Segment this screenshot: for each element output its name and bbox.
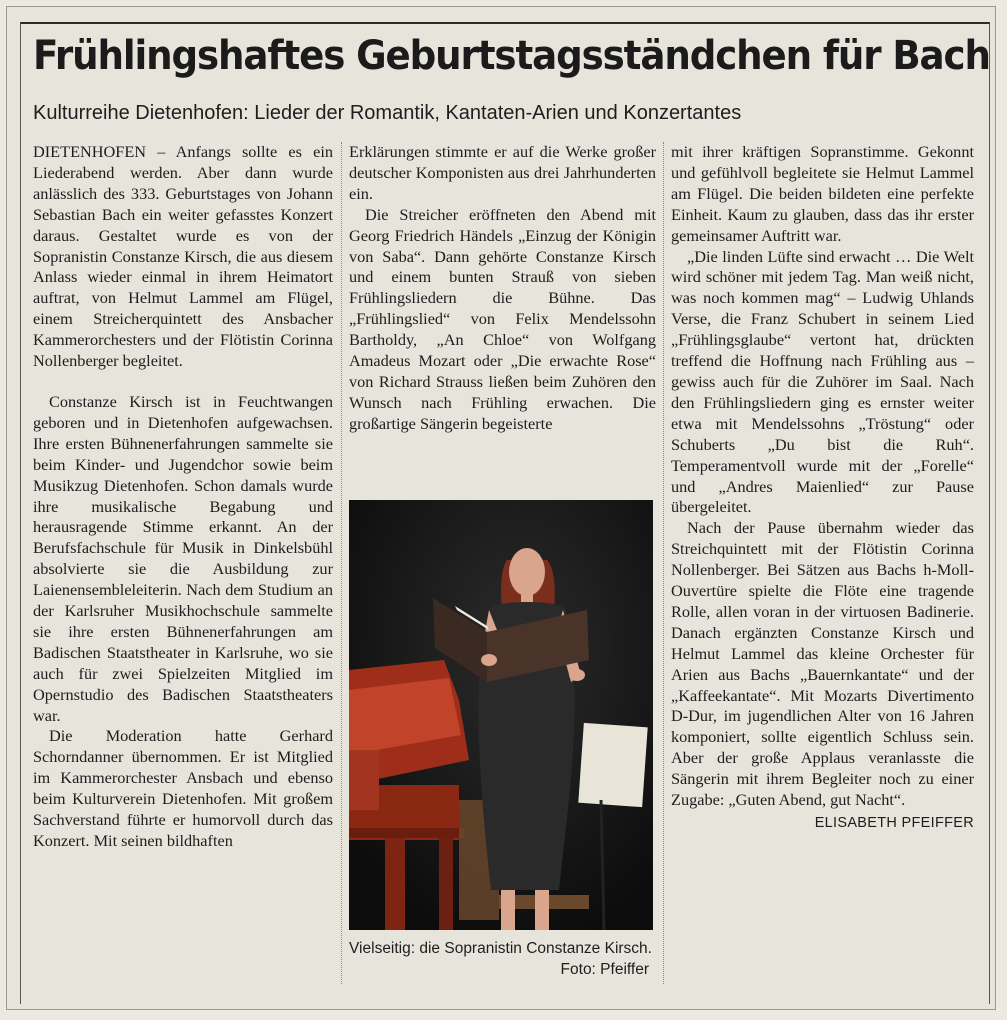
photo-credit: Foto: Pfeiffer xyxy=(560,961,649,978)
article-subheadline: Kulturreihe Dietenhofen: Lieder der Romantik, Kantaten-Arien und Konzertantes xyxy=(33,102,742,124)
article-column-1 xyxy=(33,142,333,852)
col2-paragraph-1: Erklärungen stimmte er auf die Werke großer deutscher Komponisten aus drei Jahrhunderten ein. xyxy=(349,142,656,203)
col1-paragraph-2: Constanze Kirsch ist in Feuchtwangen geboren und in Dietenhofen aufgewachsen. Ihre ersten Bühnenerfahrungen sammelte sie beim Kinder- und Jugendchor sowie beim Musikzug Dietenhofen. Schon damals wurde ihre musikalische Begabung und herausragende Stimme erkannt. An der Berufsfachschule für Musik in Dinkelsbühl absolvierte sie die Ausbildung zur Laienensembleleiterin. Nach dem Studium an der Karlsruher Musikhochschule sammelte sie ihre ersten Bühnenerfahrungen am Badischen Staatstheater in Karlsruhe, wo sie auch für zwei Spielzeiten Mitglied im Opernstudio des Badischen Staatstheaters war. xyxy=(33,391,333,725)
col2-paragraph-2: Die Streicher eröffneten den Abend mit Georg Friedrich Händels „Einzug der Königin von Saba“. Dann gehörte Constanze Kirsch und einem bunten Strauß von sieben Frühlingsliedern die Bühne. Das „Frühlingslied“ von Felix Mendelssohn Bartholdy, „An Chloe“ von Wolfgang Amadeus Mozart oder „Die erwachte Rose“ von Richard Strauss ließen beim Zuhören den Wunsch nach Frühling erwachen. Die großartige Sängerin begeisterte xyxy=(349,204,656,433)
article-headline: Frühlingshaftes Geburtstagsständchen für Bach xyxy=(33,33,990,79)
article-author: ELISABETH PFEIFFER xyxy=(814,815,974,831)
caption-text: Vielseitig: die Sopranistin Constanze Kirsch. xyxy=(349,940,652,957)
column-divider xyxy=(663,142,664,984)
col1-paragraph-3: Die Moderation hatte Gerhard Schorndanner übernommen. Er ist Mitglied im Kammerorchester Ansbach und ebenso beim Kulturverein Dietenhofen. Mit großem Sachverstand führte er humorvoll durch das Konzert. Mit seinen bildhaften xyxy=(33,726,333,850)
col3-paragraph-3: Nach der Pause übernahm wieder das Streichquintett mit der Flötistin Corinna Nollenberger. Bei Sätzen aus Bachs h-Moll-Ouvertüre spielte die Flöte eine tragende Rolle, allen voran in der virtuosen Badinerie. Danach ergänzten Constanze Kirsch und Helmut Lammel das kleine Orchester für Arien aus Bachs „Bauernkantate“ und der „Kaffeekantate“. Mit Mozarts Divertimento D-Dur, im jugendlichen Alter von 16 Jahren komponiert, sollte eigentlich Schluss sein. Aber der große Applaus veranlasste die Sängerin mit ihrem Begleiter noch zu einer Zugabe: „Guten Abend, gut Nacht“. xyxy=(671,518,974,810)
column-divider xyxy=(341,142,342,984)
concert-photo xyxy=(349,500,653,930)
article-column-3 xyxy=(671,142,974,834)
singer-photo-illustration xyxy=(349,500,653,930)
article-column-2 xyxy=(349,142,656,435)
photo-caption xyxy=(349,938,653,978)
col3-paragraph-1: mit ihrer kräftigen Sopranstimme. Gekonnt und gefühlvoll begleitete sie Helmut Lammel am Flügel. Die beiden bildeten eine perfekte Einheit. Kaum zu glauben, dass das ihr erster gemeinsamer Auftritt war. xyxy=(671,142,974,245)
col1-paragraph-1: DIETENHOFEN – Anfangs sollte es ein Liederabend werden. Aber dann wurde anlässlich des 333. Geburtstages von Johann Sebastian Bach ein weiter gefasstes Konzert daraus. Gestaltet wurde es von der Sopranistin Constanze Kirsch, die aus diesem Anlass wieder einmal in ihrem Heimatort auftrat, von Helmut Lammel am Flügel, einem Streicherquintett des Ansbacher Kammerorchesters und der Flötistin Corinna Nollenberger begleitet. xyxy=(33,142,333,371)
col3-paragraph-2: „Die linden Lüfte sind erwacht … Die Welt wird schöner mit jedem Tag. Man weiß nicht, was noch kommen mag“ – Ludwig Uhlands Verse, die Franz Schubert in seinem Lied „Frühlingsglaube“ vertont hat, drückten treffend die Hoffnung nach Frühling aus – gewiss auch für die Zuhörer im Saal. Nach den Frühlingsliedern ging es ernster weiter etwa mit Mendelssohns „Tröstung“ oder Schuberts „Du bist die Ruh“. Temperamentvoll wurde mit der „Forelle“ und „Andres Maienlied“ zur Pause übergeleitet. xyxy=(671,246,974,517)
